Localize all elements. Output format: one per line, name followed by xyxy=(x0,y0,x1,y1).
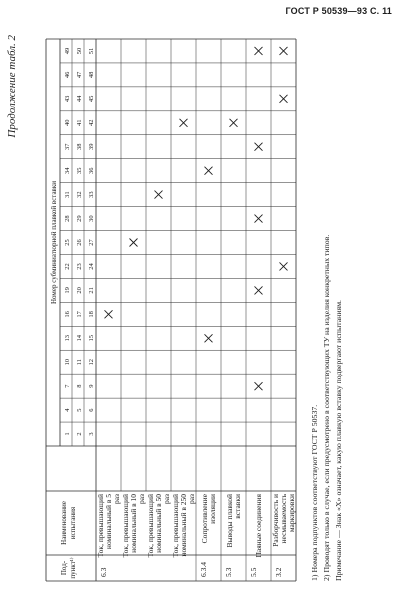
fuse-number: 37 xyxy=(64,143,71,150)
test-name: Выводы плавкойвставки xyxy=(225,494,242,548)
subclause-header: Под-пункт¹⁾ xyxy=(60,557,77,579)
fuse-number: 32 xyxy=(76,191,83,198)
fuse-number: 51 xyxy=(88,47,95,55)
test-name: Сопротивлениеизоляции xyxy=(200,494,217,544)
subclause-number: 6.3 xyxy=(99,567,108,577)
test-name: Ток, превышающийноминальный в 50раз xyxy=(146,494,171,558)
x-mark xyxy=(180,119,188,127)
fuse-number: 12 xyxy=(88,358,95,366)
fuse-number: 40 xyxy=(64,119,71,127)
footnote-2: 2) Проводят только в случае, если предусмотрено в соответствующих ТУ на изделия конкретных типов. xyxy=(322,234,331,581)
test-name: Ток, превышающийноминальный в 5раз xyxy=(96,494,121,558)
rotated-table-page xyxy=(0,31,404,591)
fuse-number: 18 xyxy=(88,311,95,318)
fuse-number: 34 xyxy=(64,167,71,174)
fuse-number: 7 xyxy=(64,384,71,388)
subclause-number: 5.5 xyxy=(249,567,258,577)
table-text xyxy=(50,48,296,579)
fuse-number: 36 xyxy=(88,167,95,174)
fuse-number: 29 xyxy=(76,215,83,222)
fuse-number: 38 xyxy=(76,143,83,150)
fuse-number: 10 xyxy=(64,358,71,366)
fuse-number: 31 xyxy=(64,191,71,198)
x-mark xyxy=(255,47,263,55)
fuse-number: 35 xyxy=(76,167,83,174)
fuse-number: 15 xyxy=(88,335,95,342)
fuse-number: 42 xyxy=(88,119,95,127)
fuse-number: 48 xyxy=(88,71,95,79)
group-header: Номер субминиатюрной плавкой вставки xyxy=(50,180,58,305)
x-mark xyxy=(255,215,263,223)
test-name: Ток, превышающийноминальный в 10раз xyxy=(121,494,146,558)
x-mark xyxy=(205,167,213,175)
fuse-number: 5 xyxy=(76,408,83,412)
test-name-header: Наименованиеиспытания xyxy=(60,501,77,545)
fuse-number: 47 xyxy=(76,71,83,79)
fuse-number: 49 xyxy=(64,47,71,55)
fuse-number: 44 xyxy=(76,95,83,103)
fuse-number: 3 xyxy=(88,432,95,436)
fuse-number: 20 xyxy=(76,287,83,294)
x-mark xyxy=(280,95,288,103)
fuse-number: 11 xyxy=(76,359,83,366)
fuse-number: 43 xyxy=(64,95,71,103)
fuse-number: 16 xyxy=(64,311,71,318)
fuse-number: 22 xyxy=(64,263,71,270)
x-mark xyxy=(230,119,238,127)
fuse-number: 41 xyxy=(76,119,83,127)
fuse-number: 24 xyxy=(88,263,95,270)
x-mark xyxy=(280,47,288,55)
x-mark xyxy=(130,239,138,247)
fuse-number: 33 xyxy=(88,191,95,198)
fuse-number: 9 xyxy=(88,384,95,388)
fuse-number: 1 xyxy=(64,432,71,436)
fuse-number: 8 xyxy=(76,384,83,388)
x-mark xyxy=(205,334,213,342)
fuse-number: 14 xyxy=(76,335,83,342)
test-name: Ток, превышающийноминальный в 250раз xyxy=(171,494,196,558)
note: Примечание — Знак «Х» означает, какую плавкую вставку подвергают испытаниям. xyxy=(334,300,343,581)
fuse-number: 28 xyxy=(64,215,71,222)
fuse-number: 17 xyxy=(76,311,83,318)
fuse-number: 30 xyxy=(88,215,95,222)
fuse-number: 4 xyxy=(64,408,71,412)
fuse-number: 45 xyxy=(88,95,95,103)
fuse-number: 39 xyxy=(88,143,95,150)
test-name: Разборчивость инесмываемостьмаркировки xyxy=(271,494,296,547)
fuse-number: 50 xyxy=(76,47,83,55)
fuse-number: 2 xyxy=(76,432,83,436)
x-mark xyxy=(255,143,263,151)
subclause-number: 5.3 xyxy=(224,567,233,577)
x-mark xyxy=(105,310,113,318)
footnote-1: 1) Номера подпунктов соответствуют ГОСТ Р 50537. xyxy=(310,404,319,581)
continuation-title: Продолжение табл. 2 xyxy=(6,35,18,138)
fuse-number: 6 xyxy=(88,408,95,412)
x-mark xyxy=(255,382,263,390)
data-table xyxy=(0,31,404,591)
fuse-number: 19 xyxy=(64,287,71,294)
test-name: Паяные соединения xyxy=(254,494,263,558)
page-header: ГОСТ Р 50539—93 С. 11 xyxy=(285,6,392,16)
fuse-number: 23 xyxy=(76,263,83,270)
fuse-number: 13 xyxy=(64,335,71,342)
x-mark xyxy=(155,191,163,199)
subclause-number: 6.3.4 xyxy=(199,562,208,577)
fuse-number: 46 xyxy=(64,71,71,79)
x-mark xyxy=(280,262,288,270)
fuse-number: 25 xyxy=(64,239,71,246)
x-mark xyxy=(255,286,263,294)
fuse-number: 26 xyxy=(76,239,83,246)
subclause-number: 3.2 xyxy=(274,567,283,577)
fuse-number: 21 xyxy=(88,287,95,294)
fuse-number: 27 xyxy=(88,239,95,246)
